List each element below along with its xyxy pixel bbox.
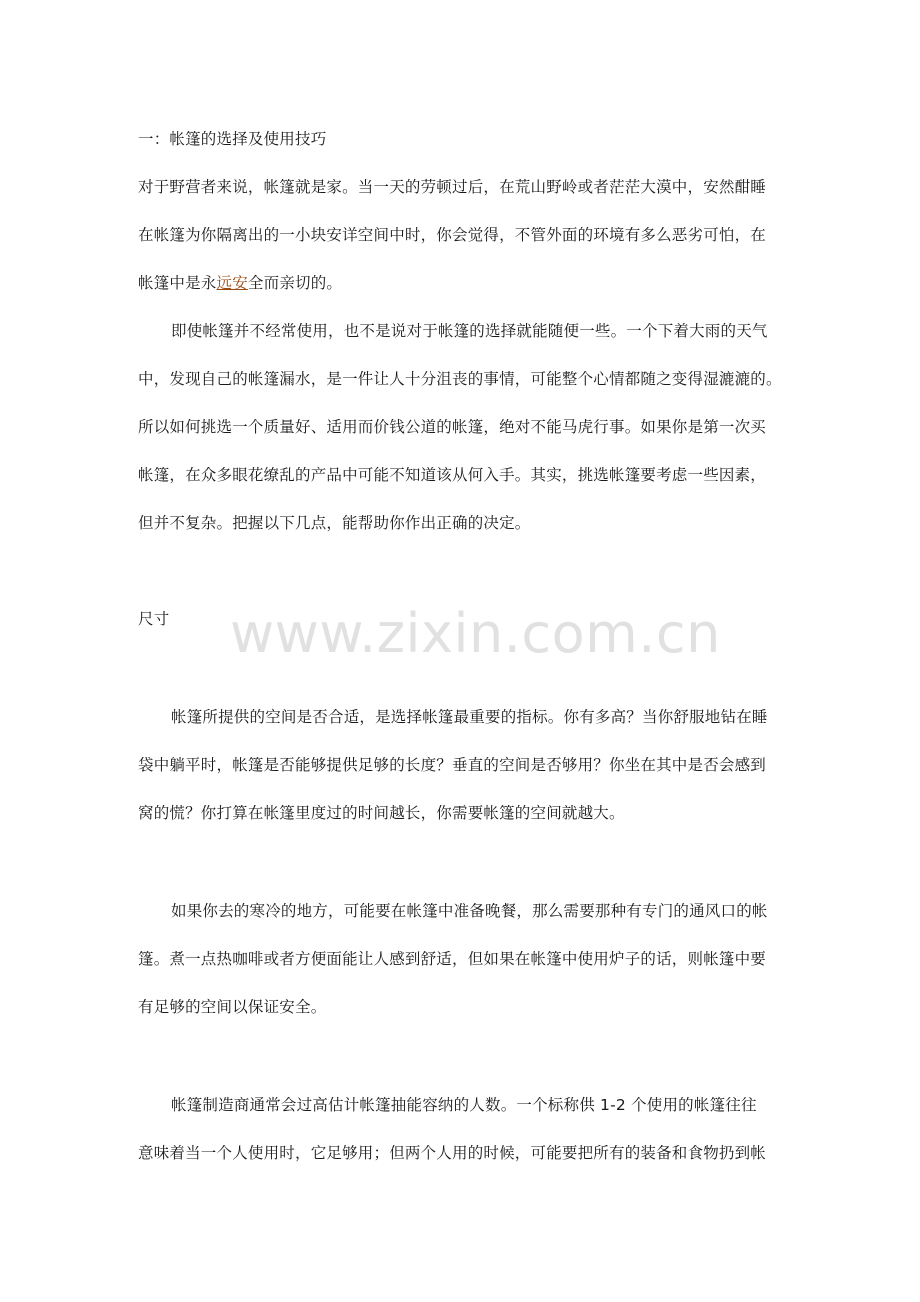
paragraph-2-line-3: 所以如何挑选一个质量好、适用而价钱公道的帐篷，绝对不能马虎行事。如果你是第一次买 bbox=[138, 418, 767, 436]
paragraph-4-line-2: 篷。煮一点热咖啡或者方便面能让人感到舒适，但如果在帐篷中使用炉子的话，则帐篷中要 bbox=[138, 950, 767, 968]
paragraph-5-line-1: 帐篷制造商通常会过高估计帐篷抽能容纳的人数。一个标称供 1-2 个使用的帐篷往往 bbox=[171, 1096, 757, 1114]
paragraph-1-line-2: 在帐篷为你隔离出的一小块安详空间中时，你会觉得，不管外面的环境有多么恶劣可怕，在 bbox=[138, 226, 767, 244]
text-fragment: 全而亲切的。 bbox=[247, 274, 343, 292]
paragraph-2-line-2: 中，发现自己的帐篷漏水，是一件让人十分沮丧的事情，可能整个心情都随之变得湿漉漉的。 bbox=[138, 370, 782, 388]
paragraph-4-line-3: 有足够的空间以保证安全。 bbox=[138, 998, 327, 1016]
inline-link[interactable]: 远安 bbox=[216, 274, 248, 292]
section-title-size: 尺寸 bbox=[138, 610, 170, 628]
section-heading: 一：帐篷的选择及使用技巧 bbox=[138, 130, 327, 148]
paragraph-1-line-3 bbox=[138, 271, 798, 295]
paragraph-3-line-3: 窝的慌？你打算在帐篷里度过的时间越长，你需要帐篷的空间就越大。 bbox=[138, 804, 625, 822]
paragraph-3-line-2: 袋中躺平时，帐篷是否能够提供足够的长度？垂直的空间是否够用？你坐在其中是否会感到 bbox=[138, 756, 767, 774]
paragraph-5-line-2: 意味着当一个人使用时，它足够用；但两个人用的时候，可能要把所有的装备和食物扔到帐 bbox=[138, 1144, 767, 1162]
paragraph-2-line-1: 即使帐篷并不经常使用，也不是说对于帐篷的选择就能随便一些。一个下着大雨的天气 bbox=[171, 322, 768, 340]
paragraph-1-line-1: 对于野营者来说，帐篷就是家。当一天的劳顿过后，在荒山野岭或者茫茫大漠中，安然酣睡 bbox=[138, 178, 767, 196]
paragraph-4-line-1: 如果你去的寒冷的地方，可能要在帐篷中准备晚餐，那么需要那种有专门的通风口的帐 bbox=[171, 902, 768, 920]
watermark: www.zixin.com.cn bbox=[230, 602, 721, 665]
paragraph-2-line-5: 但并不复杂。把握以下几点，能帮助你作出正确的决定。 bbox=[138, 514, 531, 532]
paragraph-3-line-1: 帐篷所提供的空间是否合适，是选择帐篷最重要的指标。你有多高？当你舒服地钻在睡 bbox=[171, 708, 768, 726]
text-fragment: 帐篷中是永 bbox=[138, 274, 217, 292]
paragraph-2-line-4: 帐篷，在众多眼花缭乱的产品中可能不知道该从何入手。其实，挑选帐篷要考虑一些因素， bbox=[138, 466, 767, 484]
